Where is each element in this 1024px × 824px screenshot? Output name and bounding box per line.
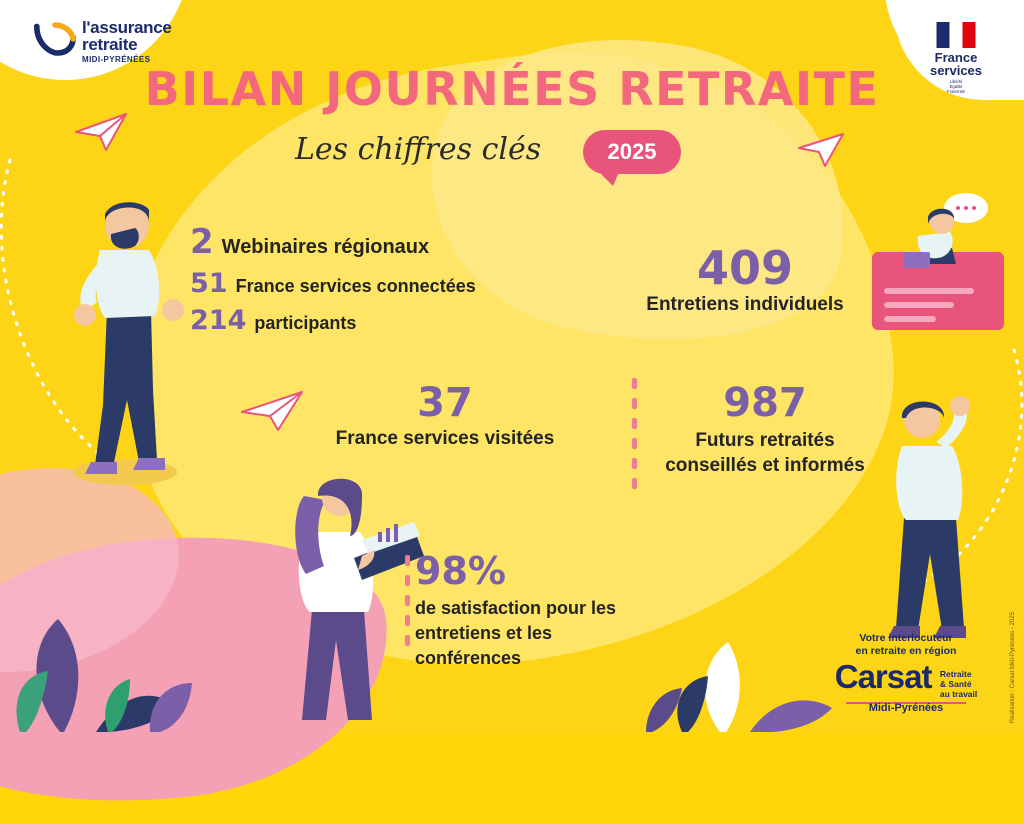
carsat-tagline-line-2: en retraite en région <box>855 645 957 657</box>
logo-carsat <box>806 632 1006 718</box>
carsat-tagline-line-1: Votre interlocuteur <box>859 632 953 644</box>
france-services-line-2: services <box>929 63 983 78</box>
logo-line-1: l'assurance <box>82 18 172 37</box>
stat-number: 214 <box>190 305 247 336</box>
carsat-side-line-3: au travail <box>939 688 978 699</box>
year-badge: 2025 <box>583 130 681 174</box>
illustration-plant-left <box>0 575 220 732</box>
stat-label: Webinaires régionaux <box>221 236 430 258</box>
stat-group-webinars <box>190 222 550 342</box>
carsat-side-line-1: Retraite <box>939 668 972 679</box>
stat-number: 409 <box>696 241 794 295</box>
dotted-separator <box>405 555 410 646</box>
france-services-devise: Liberté Égalité Fraternité <box>947 79 965 94</box>
carsat-region: Midi-Pyrénées <box>868 701 944 714</box>
illustration-woman-laptop <box>258 470 428 732</box>
page-title: BILAN JOURNÉES RETRAITE <box>144 62 880 116</box>
page-subtitle: Les chiffres clés <box>295 132 542 167</box>
stat-satisfaction <box>415 550 655 671</box>
french-flag-icon <box>936 22 976 48</box>
paper-plane-icon <box>238 388 308 434</box>
logo-region: MIDI-PYRÉNÉES <box>82 55 151 64</box>
swoosh-icon <box>34 22 76 56</box>
logo-assurance-retraite <box>30 8 190 70</box>
carsat-brand: Carsat <box>834 658 932 695</box>
logo-line-2: retraite <box>82 35 138 54</box>
paper-plane-icon <box>795 130 847 170</box>
stat-number: 987 <box>723 380 807 426</box>
stat-row <box>190 222 550 262</box>
stat-label: Futurs retraités conseillés et informés <box>665 430 865 476</box>
carsat-brand-side <box>940 669 977 699</box>
stat-number: 51 <box>190 268 228 299</box>
dotted-separator <box>632 378 637 489</box>
france-services-line-1: France <box>934 50 978 65</box>
stat-label: Entretiens individuels <box>646 294 844 315</box>
stat-entretiens-individuels <box>620 241 870 316</box>
stat-label: participants <box>254 313 357 333</box>
stat-label: France services visitées <box>335 428 555 449</box>
stat-futurs-retraites <box>650 382 880 478</box>
stat-row <box>190 305 550 336</box>
carsat-side-line-2: & Santé <box>939 678 972 689</box>
credit-text: Réalisation : Carsat Midi-Pyrénées - 2025 <box>1010 612 1016 724</box>
stat-label: de satisfaction pour les entretiens et les conférences <box>415 598 617 668</box>
stat-number: 98% <box>415 549 506 593</box>
illustration-man-pointing <box>860 388 1000 653</box>
stat-row <box>190 268 550 299</box>
paper-plane-icon <box>72 110 132 156</box>
stat-number: 37 <box>417 380 473 426</box>
illustration-man-presenting <box>55 190 195 490</box>
stat-france-services-visitees <box>300 382 590 450</box>
illustration-woman-on-card <box>860 190 1020 350</box>
stat-label: France services connectées <box>235 276 476 296</box>
stat-number: 2 <box>190 222 214 262</box>
